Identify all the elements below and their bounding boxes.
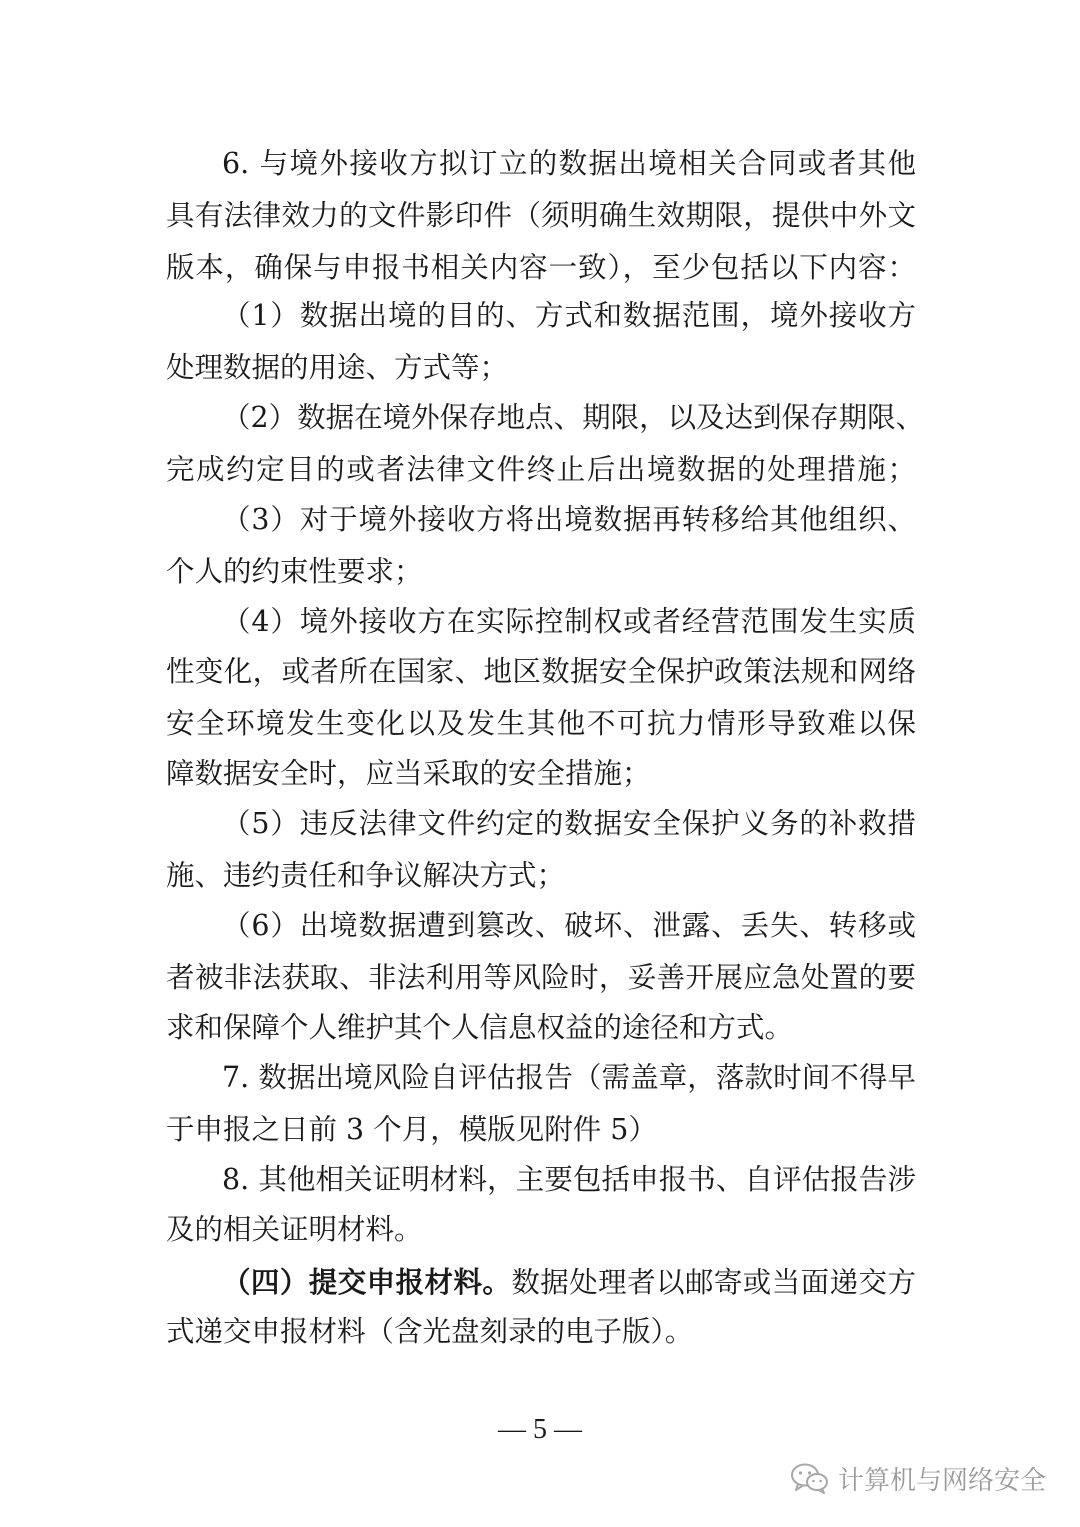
text-line: 7. 数据出境风险自评估报告（需盖章，落款时间不得早: [222, 1061, 916, 1094]
text-line: 处理数据的用途、方式等；: [166, 351, 509, 384]
text-line: 个人的约束性要求；: [166, 555, 423, 588]
text-line: 障数据安全时，应当采取的安全措施；: [166, 757, 651, 790]
text-line: 者被非法获取、非法利用等风险时，妥善开展应急处置的要: [166, 961, 916, 994]
text-line: 求和保障个人维护其个人信息权益的途径和方式。: [166, 1011, 794, 1044]
text-line: 8. 其他相关证明材料，主要包括申报书、自评估报告涉: [222, 1163, 916, 1196]
text-line: （4）境外接收方在实际控制权或者经营范围发生实质: [222, 605, 916, 638]
text-line: 施、违约责任和争议解决方式；: [166, 859, 566, 892]
text-line: 性变化，或者所在国家、地区数据安全保护政策法规和网络: [166, 655, 916, 688]
text-line: 及的相关证明材料。: [166, 1213, 423, 1246]
page-number: — 5 —: [498, 1414, 582, 1445]
section-heading-line: [222, 1262, 916, 1303]
text-line: （2）数据在境外保存地点、期限，以及达到保存期限、: [222, 401, 925, 434]
text-line: （6）出境数据遭到篡改、破坏、泄露、丢失、转移或: [222, 909, 916, 942]
text-line: （1）数据出境的目的、方式和数据范围，境外接收方: [222, 299, 916, 332]
section-text: 数据处理者以邮寄或当面递交方: [511, 1266, 916, 1299]
text-line: 版本，确保与申报书相关内容一致），至少包括以下内容：: [166, 251, 916, 284]
watermark: [790, 1460, 1046, 1496]
wechat-icon: [790, 1462, 830, 1494]
text-line: 具有法律效力的文件影印件（须明确生效期限，提供中外文: [166, 199, 916, 232]
text-line: 6. 与境外接收方拟订立的数据出境相关合同或者其他: [222, 147, 916, 180]
text-line: 安全环境发生变化以及发生其他不可抗力情形导致难以保: [166, 707, 916, 740]
text-line: 完成约定目的或者法律文件终止后出境数据的处理措施；: [166, 453, 916, 486]
text-line: （5）违反法律文件约定的数据安全保护义务的补救措: [222, 807, 916, 840]
watermark-text: 计算机与网络安全: [837, 1465, 1046, 1496]
text-line: （3）对于境外接收方将出境数据再转移给其他组织、: [222, 503, 916, 536]
text-line: 式递交申报材料（含光盘刻录的电子版）。: [166, 1315, 694, 1348]
text-line: 于申报之日前 3 个月，模版见附件 5）: [166, 1113, 657, 1146]
section-heading: （四）提交申报材料。: [222, 1265, 512, 1299]
